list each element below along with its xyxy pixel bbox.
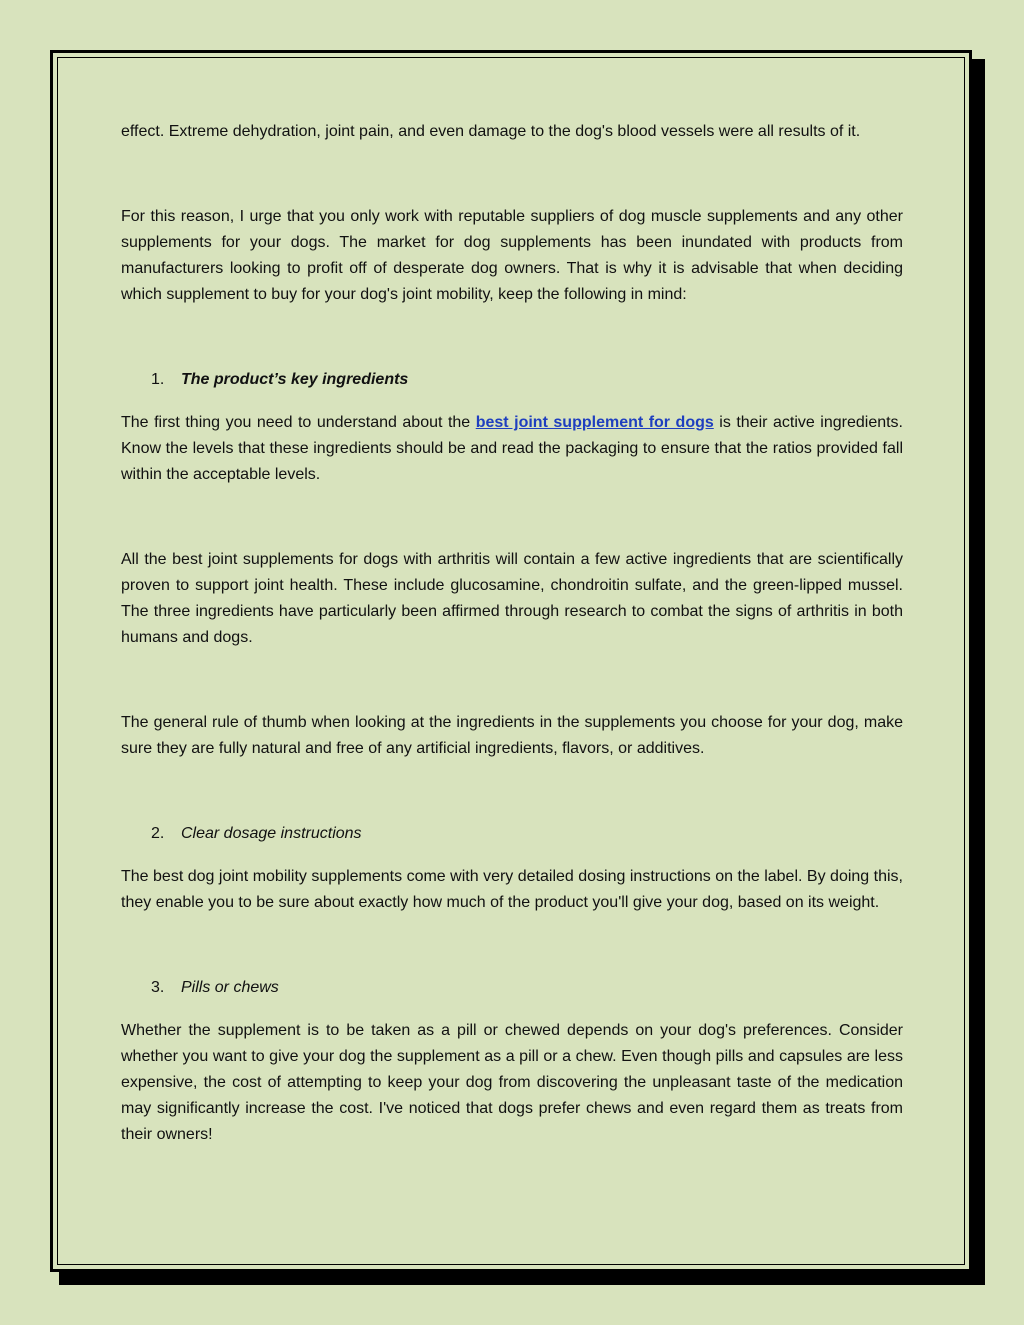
list-item-1 xyxy=(121,367,903,393)
list-heading: The product’s key ingredients xyxy=(181,371,409,388)
dosage-paragraph: The best dog joint mobility supplements come with very detailed dosing instructions on the label. By doing this, they enable you to be sure about exactly how much of the product you'll give your dog, based on its weight. xyxy=(121,868,903,911)
ingredients-paragraph: The first thing you need to understand about the best joint supplement for dogs is their active ingredients. Know the levels that these ingredients should be and read the packaging to ensure that the ratios provided fall within the acceptable levels. xyxy=(121,414,904,483)
rule-of-thumb-paragraph: The general rule of thumb when looking at the ingredients in the supplements you choose for your dog, make sure they are fully natural and free of any artificial ingredients, flavors, or additives. xyxy=(121,714,903,757)
list-heading: Clear dosage instructions xyxy=(181,825,362,842)
best-joint-supplement-link[interactable]: best joint supplement for dogs xyxy=(475,414,714,431)
list-number: 1. xyxy=(151,371,165,388)
list-item-3 xyxy=(121,975,903,1001)
pills-or-chews-paragraph: Whether the supplement is to be taken as a pill or chewed depends on your dog's preferences. Consider whether you want to give your dog the supplement as a pill or a chew. Even though pills and capsules are less expensive, the cost of attempting to keep your dog from discovering the unpleasant taste of the medication may significantly increase the cost. I've noticed that dogs prefer chews and even regard them as treats from their owners! xyxy=(121,1022,903,1143)
list-number: 3. xyxy=(151,979,165,996)
list-number: 2. xyxy=(151,825,165,842)
list-item-2 xyxy=(121,821,903,847)
document-body xyxy=(121,119,903,1148)
arthritis-paragraph: All the best joint supplements for dogs with arthritis will contain a few active ingredients that are scientifically proven to support joint health. These include glucosamine, chondroitin sulfate, and the green-lipped mussel. The three ingredients have particularly been affirmed through research to combat the signs of arthritis in both humans and dogs. xyxy=(121,551,903,646)
intro-paragraph: effect. Extreme dehydration, joint pain, and even damage to the dog's blood vessels were all results of it. xyxy=(121,123,861,140)
reason-paragraph: For this reason, I urge that you only work with reputable suppliers of dog muscle supplements and any other supplements for your dogs. The market for dog supplements has been inundated with products from manufacturers looking to profit off of desperate dog owners. That is why it is advisable that when deciding which supplement to buy for your dog's joint mobility, keep the following in mind: xyxy=(121,208,903,303)
list-heading: Pills or chews xyxy=(181,979,279,996)
